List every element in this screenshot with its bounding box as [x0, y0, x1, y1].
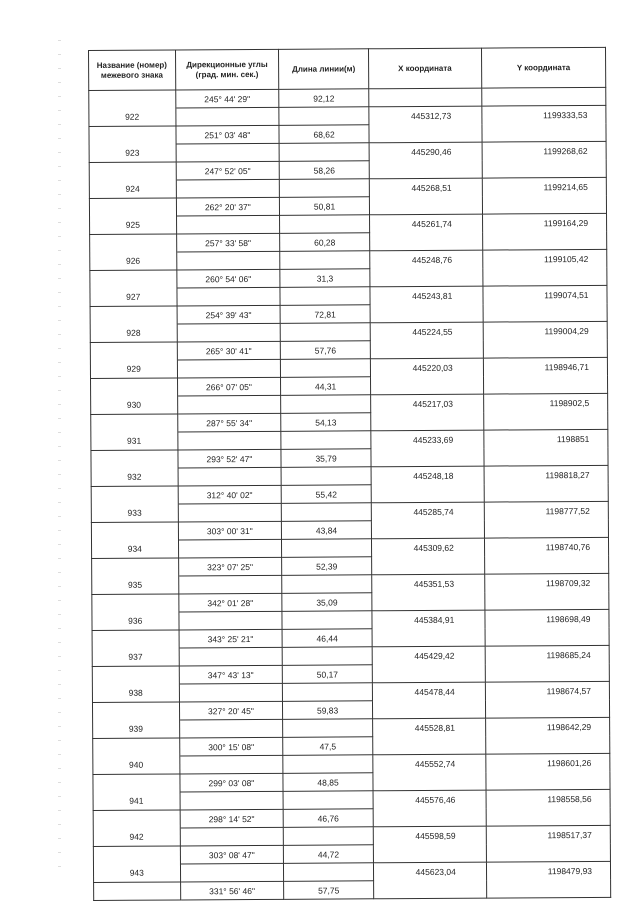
- length-cell: [282, 575, 372, 594]
- x-cell: [373, 844, 486, 863]
- y-cell: [485, 735, 609, 754]
- name-cell: [92, 594, 179, 613]
- point-y-cell: 1198601,26: [486, 753, 610, 772]
- y-cell: [485, 699, 609, 718]
- name-cell: [91, 450, 178, 469]
- coordinates-table: [88, 47, 611, 901]
- length-cell: [280, 323, 370, 342]
- name-cell: [93, 738, 180, 757]
- length-cell: [280, 215, 370, 234]
- point-y-cell: 1198517,37: [486, 825, 610, 844]
- y-cell: [482, 159, 606, 178]
- point-y-cell: 1198685,24: [485, 645, 609, 664]
- name-cell: [91, 378, 178, 397]
- angle-cell: [176, 179, 280, 198]
- length-cell: 72,81: [280, 305, 370, 324]
- length-cell: [280, 179, 370, 198]
- point-x-cell: 445290,46: [369, 142, 482, 161]
- name-cell: [91, 486, 178, 505]
- point-y-cell: 1198558,56: [486, 789, 610, 808]
- x-cell: [372, 628, 485, 647]
- point-name-cell: 927: [90, 288, 177, 307]
- length-cell: 57,75: [284, 881, 374, 900]
- angle-cell: [179, 755, 283, 774]
- point-x-cell: 445478,44: [372, 682, 485, 701]
- length-cell: 50,81: [280, 197, 370, 216]
- x-cell: [369, 160, 482, 179]
- angle-cell: [176, 251, 280, 270]
- angle-cell: 257° 33' 58": [176, 233, 280, 252]
- y-cell: [482, 195, 606, 214]
- point-y-cell: 1199268,62: [482, 141, 606, 160]
- angle-cell: [180, 827, 284, 846]
- point-x-cell: 445220,03: [370, 358, 483, 377]
- angle-cell: [179, 719, 283, 738]
- point-x-cell: 445623,04: [373, 862, 486, 881]
- length-cell: 59,83: [283, 701, 373, 720]
- length-cell: [283, 719, 373, 738]
- margin-dots: [58, 40, 61, 870]
- x-cell: [371, 484, 484, 503]
- point-y-cell: 1198674,57: [485, 681, 609, 700]
- length-cell: [280, 287, 370, 306]
- y-cell: [486, 879, 610, 898]
- name-cell: [90, 234, 177, 253]
- length-cell: [281, 467, 371, 486]
- length-cell: [283, 791, 373, 810]
- angle-cell: 343° 25' 21": [179, 629, 283, 648]
- x-cell: [373, 736, 486, 755]
- angle-cell: 266° 07' 05": [177, 377, 281, 396]
- length-cell: 68,62: [279, 125, 369, 144]
- y-cell: [484, 447, 608, 466]
- x-cell: [370, 304, 483, 323]
- point-name-cell: 923: [89, 144, 176, 163]
- name-cell: [92, 558, 179, 577]
- point-x-cell: 445309,62: [371, 538, 484, 557]
- angle-cell: [178, 611, 282, 630]
- x-cell: [372, 700, 485, 719]
- x-cell: [373, 772, 486, 791]
- name-cell: [93, 774, 180, 793]
- angle-cell: [178, 503, 282, 522]
- x-cell: [369, 196, 482, 215]
- y-cell: [483, 339, 607, 358]
- angle-cell: 245° 44' 29": [175, 89, 279, 108]
- point-y-cell: 1199333,53: [482, 105, 606, 124]
- angle-cell: [178, 575, 282, 594]
- y-cell: [484, 519, 608, 538]
- length-cell: [280, 251, 370, 270]
- table-body: [89, 87, 611, 900]
- length-cell: 35,79: [281, 449, 371, 468]
- point-x-cell: 445285,74: [371, 502, 484, 521]
- name-cell: [91, 522, 178, 541]
- point-y-cell: 1198479,93: [486, 861, 610, 880]
- length-cell: [281, 431, 371, 450]
- length-cell: 44,72: [284, 845, 374, 864]
- length-cell: 46,76: [283, 809, 373, 828]
- point-y-cell: 1198851: [484, 429, 608, 448]
- y-cell: [482, 123, 606, 142]
- segment-row: [94, 879, 611, 900]
- point-y-cell: 1198777,52: [484, 501, 608, 520]
- length-cell: 43,84: [282, 521, 372, 540]
- x-cell: [371, 556, 484, 575]
- point-name-cell: 941: [93, 792, 180, 811]
- length-cell: 31,3: [280, 269, 370, 288]
- point-y-cell: 1198818,27: [484, 465, 608, 484]
- angle-cell: [176, 215, 280, 234]
- name-cell: [90, 342, 177, 361]
- length-cell: [284, 827, 374, 846]
- x-cell: [371, 520, 484, 539]
- point-name-cell: 930: [91, 396, 178, 415]
- angle-cell: [179, 647, 283, 666]
- angle-cell: [177, 431, 281, 450]
- angle-cell: 287° 55' 34": [177, 413, 281, 432]
- length-cell: 48,85: [283, 773, 373, 792]
- point-x-cell: 445233,69: [371, 430, 484, 449]
- length-cell: 57,76: [281, 341, 371, 360]
- angle-cell: 300° 15' 08": [179, 737, 283, 756]
- angle-cell: 327° 20' 45": [179, 701, 283, 720]
- x-cell: [373, 808, 486, 827]
- length-cell: [283, 683, 373, 702]
- name-cell: [90, 270, 177, 289]
- y-cell: [484, 555, 608, 574]
- point-x-cell: 445224,55: [370, 322, 483, 341]
- point-name-cell: 926: [90, 252, 177, 271]
- name-cell: [90, 306, 177, 325]
- header-length: Длина линии(м): [279, 49, 369, 90]
- name-cell: [92, 702, 179, 721]
- point-name-cell: 922: [89, 108, 176, 127]
- point-name-cell: 939: [93, 720, 180, 739]
- angle-cell: 254° 39' 43": [177, 305, 281, 324]
- point-x-cell: 445248,76: [370, 250, 483, 269]
- point-y-cell: 1198698,49: [485, 609, 609, 628]
- length-cell: 54,13: [281, 413, 371, 432]
- point-name-cell: 942: [93, 828, 180, 847]
- name-cell: [93, 846, 180, 865]
- length-cell: 52,39: [282, 557, 372, 576]
- name-cell: [89, 198, 176, 217]
- length-cell: 55,42: [281, 485, 371, 504]
- angle-cell: [178, 539, 282, 558]
- angle-cell: [180, 863, 284, 882]
- point-x-cell: 445261,74: [369, 214, 482, 233]
- angle-cell: 260° 54' 06": [176, 269, 280, 288]
- point-x-cell: 445598,59: [373, 826, 486, 845]
- angle-cell: [176, 143, 280, 162]
- point-y-cell: 1198642,29: [485, 717, 609, 736]
- header-angle: Дирекционные углы (град. мин. сек.): [175, 49, 279, 90]
- point-y-cell: 1199004,29: [483, 321, 607, 340]
- angle-cell: 265° 30' 41": [177, 341, 281, 360]
- x-cell: [371, 448, 484, 467]
- name-cell: [92, 666, 179, 685]
- length-cell: [279, 143, 369, 162]
- angle-cell: 247° 52' 05": [176, 161, 280, 180]
- point-name-cell: 936: [92, 612, 179, 631]
- name-cell: [89, 162, 176, 181]
- angle-cell: [175, 107, 279, 126]
- y-cell: [485, 591, 609, 610]
- point-x-cell: 445312,73: [369, 106, 482, 125]
- point-y-cell: 1198946,71: [483, 357, 607, 376]
- y-cell: [483, 267, 607, 286]
- length-cell: 44,31: [281, 377, 371, 396]
- y-cell: [485, 663, 609, 682]
- angle-cell: 293° 52' 47": [177, 449, 281, 468]
- point-name-cell: 933: [91, 504, 178, 523]
- point-y-cell: 1199164,29: [482, 213, 606, 232]
- angle-cell: 331° 56' 46": [180, 881, 284, 900]
- header-x: X координата: [368, 48, 481, 89]
- x-cell: [370, 268, 483, 287]
- y-cell: [486, 843, 610, 862]
- length-cell: 60,28: [280, 233, 370, 252]
- angle-cell: [176, 287, 280, 306]
- angle-cell: 303° 00' 31": [178, 521, 282, 540]
- point-name-cell: 929: [90, 360, 177, 379]
- angle-cell: [177, 395, 281, 414]
- angle-cell: 342° 01' 28": [178, 593, 282, 612]
- angle-cell: [177, 359, 281, 378]
- point-name-cell: 935: [92, 576, 179, 595]
- y-cell: [483, 303, 607, 322]
- x-cell: [369, 232, 482, 251]
- point-x-cell: 445552,74: [373, 754, 486, 773]
- name-cell: [94, 882, 181, 901]
- x-cell: [372, 664, 485, 683]
- y-cell: [483, 375, 607, 394]
- y-cell: [485, 627, 609, 646]
- length-cell: [282, 611, 372, 630]
- x-cell: [370, 340, 483, 359]
- point-name-cell: 925: [90, 216, 177, 235]
- name-cell: [93, 810, 180, 829]
- point-name-cell: 934: [91, 540, 178, 559]
- point-x-cell: 445243,81: [370, 286, 483, 305]
- y-cell: [484, 411, 608, 430]
- point-x-cell: 445248,18: [371, 466, 484, 485]
- y-cell: [482, 231, 606, 250]
- length-cell: [282, 503, 372, 522]
- name-cell: [89, 126, 176, 145]
- angle-cell: 303° 08' 47": [180, 845, 284, 864]
- point-name-cell: 931: [91, 432, 178, 451]
- length-cell: 58,26: [279, 161, 369, 180]
- header-name: Название (номер) межевого знака: [89, 50, 176, 91]
- y-cell: [482, 87, 606, 106]
- y-cell: [486, 771, 610, 790]
- point-x-cell: 445576,46: [373, 790, 486, 809]
- point-name-cell: 938: [92, 684, 179, 703]
- angle-cell: [180, 791, 284, 810]
- point-x-cell: 445528,81: [372, 718, 485, 737]
- length-cell: [282, 539, 372, 558]
- length-cell: 46,44: [282, 629, 372, 648]
- angle-cell: 298° 14' 52": [180, 809, 284, 828]
- y-cell: [484, 483, 608, 502]
- length-cell: 92,12: [279, 89, 369, 108]
- y-cell: [486, 807, 610, 826]
- x-cell: [369, 88, 482, 107]
- point-name-cell: 940: [93, 756, 180, 775]
- angle-cell: 312° 40' 02": [178, 485, 282, 504]
- point-name-cell: 924: [89, 180, 176, 199]
- point-y-cell: 1199074,51: [483, 285, 607, 304]
- name-cell: [91, 414, 178, 433]
- point-y-cell: 1199105,42: [483, 249, 607, 268]
- x-cell: [370, 376, 483, 395]
- table-header-row: [89, 47, 606, 90]
- header-y: Y координата: [481, 47, 605, 88]
- angle-cell: 347° 43' 13": [179, 665, 283, 684]
- angle-cell: 251° 03' 48": [175, 125, 279, 144]
- angle-cell: 323° 07' 25": [178, 557, 282, 576]
- angle-cell: 299° 03' 08": [179, 773, 283, 792]
- point-x-cell: 445268,51: [369, 178, 482, 197]
- angle-cell: 262° 20' 37": [176, 197, 280, 216]
- x-cell: [373, 880, 486, 899]
- point-x-cell: 445351,53: [372, 574, 485, 593]
- angle-cell: [178, 467, 282, 486]
- point-x-cell: 445217,03: [370, 394, 483, 413]
- point-y-cell: 1199214,65: [482, 177, 606, 196]
- length-cell: 35,09: [282, 593, 372, 612]
- point-y-cell: 1198902,5: [483, 393, 607, 412]
- point-x-cell: 445384,91: [372, 610, 485, 629]
- point-name-cell: 937: [92, 648, 179, 667]
- length-cell: [282, 647, 372, 666]
- length-cell: [283, 755, 373, 774]
- x-cell: [371, 412, 484, 431]
- length-cell: [279, 107, 369, 126]
- point-name-cell: 932: [91, 468, 178, 487]
- name-cell: [92, 630, 179, 649]
- length-cell: [281, 395, 371, 414]
- angle-cell: [177, 323, 281, 342]
- length-cell: 47,5: [283, 737, 373, 756]
- x-cell: [372, 592, 485, 611]
- point-name-cell: 943: [93, 864, 180, 883]
- x-cell: [369, 124, 482, 143]
- point-name-cell: 928: [90, 324, 177, 343]
- angle-cell: [179, 683, 283, 702]
- point-y-cell: 1198740,76: [484, 537, 608, 556]
- point-x-cell: 445429,42: [372, 646, 485, 665]
- length-cell: 50,17: [283, 665, 373, 684]
- name-cell: [89, 90, 176, 109]
- length-cell: [281, 359, 371, 378]
- point-y-cell: 1198709,32: [485, 573, 609, 592]
- length-cell: [284, 863, 374, 882]
